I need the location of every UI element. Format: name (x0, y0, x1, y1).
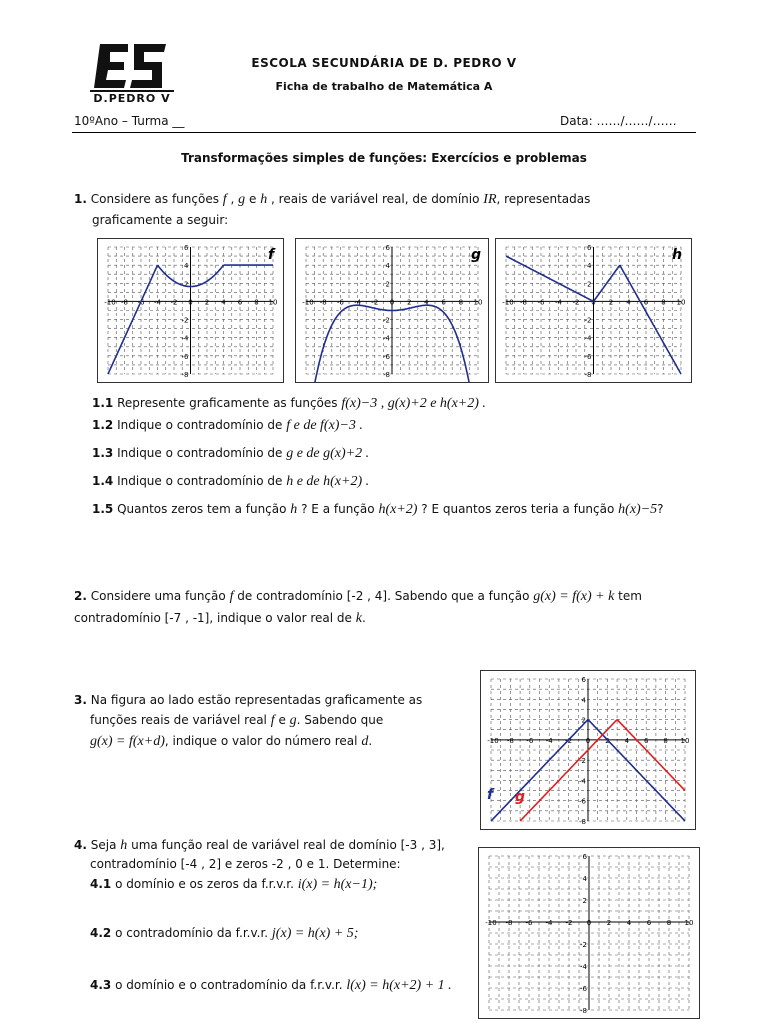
item-math: i(x) = h(x−1); (297, 877, 378, 892)
x-tick-label: 8 (666, 919, 672, 927)
x-tick-label: 0 (188, 298, 193, 307)
x-tick-label: 4 (221, 298, 226, 307)
q1-domain: IR (483, 192, 497, 207)
q3-g: g (289, 713, 297, 728)
item-number: 4.3 (90, 978, 112, 992)
q4-item-2 (90, 924, 358, 943)
q1-text-b: , reais de variável real, de domínio (271, 192, 480, 206)
q1-e: e (249, 192, 257, 206)
date-field: Data: ……/……/…… (560, 114, 677, 128)
item-math-2: h(x+2) (378, 502, 418, 517)
item-number: 1.3 (92, 446, 114, 460)
q1-f: f (222, 192, 227, 207)
graph-q4 (478, 847, 700, 1019)
y-tick-label: 4 (581, 696, 586, 705)
q2-f: f (229, 589, 234, 604)
logo-text: D.PEDRO V (93, 92, 171, 105)
y-tick-label: -2 (579, 757, 586, 766)
curve-h (506, 256, 594, 301)
item-number: 1.4 (92, 474, 114, 488)
graph-h-label: h (672, 247, 682, 263)
item-text: o contradomínio da f.r.v.r. (115, 926, 269, 940)
q1-text-a: Considere as funções (90, 192, 219, 206)
y-tick-label: -4 (580, 963, 587, 971)
x-tick-label: 0 (389, 298, 395, 307)
graph-h (495, 238, 692, 383)
year-class: 10ºAno – Turma __ (74, 114, 185, 128)
y-tick-label: 2 (581, 716, 586, 725)
y-tick-label: -2 (181, 316, 189, 325)
x-tick-label: -2 (565, 919, 573, 927)
y-tick-label: -6 (584, 352, 592, 361)
item-text: Indique o contradomínio de (117, 446, 283, 460)
graph-q3 (480, 670, 696, 830)
item-math: h e de h(x+2) . (286, 474, 370, 489)
item-text: o domínio e os zeros da f.r.v.r. (115, 877, 294, 891)
graph-g (295, 238, 489, 383)
graph-q4-svg (479, 848, 699, 1018)
q3-d: d (361, 734, 369, 749)
x-tick-label: -6 (137, 298, 145, 307)
item-number: 1.2 (92, 418, 114, 432)
x-tick-label: 6 (646, 919, 652, 927)
y-tick-label: 6 (587, 244, 592, 252)
q4-text (74, 836, 474, 873)
q2-number: 2. (74, 589, 87, 603)
x-tick-label: 10 (268, 298, 278, 307)
y-tick-label: -8 (181, 371, 189, 379)
q1-item-1 (92, 394, 486, 413)
item-math: l(x) = h(x+2) + 1 . (346, 978, 452, 993)
x-tick-label: 6 (643, 298, 649, 307)
x-tick-label: -10 (487, 736, 499, 745)
y-tick-label: -2 (584, 316, 592, 325)
x-tick-label: 2 (406, 298, 412, 307)
q3-line3: , indique o valor do número real (164, 734, 358, 748)
school-logo (90, 40, 174, 106)
graph-f (97, 238, 284, 383)
x-tick-label: 0 (591, 298, 596, 307)
item-math: g e de g(x)+2 . (286, 446, 370, 461)
y-tick-label: -4 (383, 334, 390, 343)
y-tick-label: -6 (181, 352, 189, 361)
graph-f-label: f (268, 247, 275, 263)
x-tick-label: -8 (319, 298, 327, 307)
y-tick-label: -4 (584, 334, 592, 343)
item-math: j(x) = h(x) + 5; (271, 926, 359, 941)
q2-text-b: de contradomínio [-2 , 4]. Sabendo que a função (237, 589, 530, 603)
item-math-3: h(x)−5 (618, 502, 658, 517)
item-text: o domínio e o contradomínio da f.r.v.r. (115, 978, 343, 992)
q2-text-c: tem (618, 589, 642, 603)
x-tick-label: 8 (663, 736, 668, 745)
x-tick-label: 10 (676, 298, 686, 307)
item-text: Indique o contradomínio de (117, 418, 283, 432)
x-tick-label: -8 (121, 298, 128, 307)
x-tick-label: 6 (237, 298, 243, 307)
x-tick-label: -6 (537, 298, 545, 307)
school-name: ESCOLA SECUNDÁRIA DE D. PEDRO V (251, 56, 517, 70)
y-tick-label: -6 (383, 352, 390, 361)
x-tick-label: -8 (505, 919, 513, 927)
q3-line2a: funções reais de variável real (90, 713, 267, 727)
q3-end: . (368, 734, 373, 748)
x-tick-label: -10 (104, 298, 116, 307)
x-tick-label: 2 (608, 298, 614, 307)
y-tick-label: 4 (385, 262, 390, 271)
item-math: h (290, 502, 298, 517)
x-tick-label: -2 (371, 298, 379, 307)
x-tick-label: 6 (441, 298, 446, 307)
q3-line-2 (74, 710, 459, 731)
graph-h-svg (496, 239, 691, 382)
q1-item-2 (92, 416, 363, 435)
x-tick-label: -6 (525, 919, 533, 927)
y-tick-label: 4 (582, 875, 587, 883)
x-tick-label: 8 (661, 298, 666, 307)
y-tick-label: 6 (582, 853, 587, 861)
q3-line-1 (74, 690, 459, 710)
y-tick-label: 2 (385, 280, 390, 289)
y-tick-label: -8 (383, 371, 390, 379)
x-tick-label: -8 (506, 736, 514, 745)
q2-text (74, 587, 696, 606)
q4-text-b: uma função real de variável real de domínio [-3 , 3], (131, 838, 445, 852)
y-tick-label: 2 (587, 280, 592, 289)
x-tick-label: 10 (684, 919, 694, 927)
item-text-4: ? (657, 502, 664, 516)
graph-g-svg (296, 239, 488, 382)
x-tick-label: -8 (520, 298, 527, 307)
q1-h: h (260, 192, 268, 207)
q4-line-2: contradomínio [-4 , 2] e zeros -2 , 0 e 1. Determine: (90, 857, 401, 871)
x-tick-label: -10 (302, 298, 314, 307)
graph-q3-g-label: g (515, 789, 526, 805)
q3-line-3 (74, 731, 459, 752)
y-tick-label: 2 (582, 897, 587, 905)
y-tick-label: -2 (383, 316, 390, 325)
item-text: Indique o contradomínio de (117, 474, 283, 488)
x-tick-label: 6 (643, 736, 649, 745)
x-tick-label: -2 (565, 736, 573, 745)
x-tick-label: -4 (545, 736, 553, 745)
q1-number: 1. (74, 192, 87, 206)
x-tick-label: 10 (473, 298, 483, 307)
q1-item-3 (92, 444, 369, 463)
x-tick-label: 2 (606, 919, 612, 927)
item-number: 4.2 (90, 926, 112, 940)
x-tick-label: 2 (605, 736, 610, 745)
y-tick-label: -8 (580, 1007, 587, 1015)
q4-text-a: Seja (90, 838, 117, 852)
q4-line-1 (74, 836, 474, 855)
q2-text-line2 (74, 609, 696, 628)
item-text-3: ? E quantos zeros teria a função (421, 502, 615, 516)
x-tick-label: -2 (572, 298, 580, 307)
q1-text (74, 190, 696, 209)
y-tick-label: 2 (184, 280, 189, 289)
y-tick-label: -6 (580, 985, 587, 993)
q3-text (74, 690, 459, 752)
x-tick-label: 10 (680, 736, 690, 745)
graph-q3-svg (481, 671, 695, 829)
x-tick-label: -6 (526, 736, 534, 745)
x-tick-label: -10 (485, 919, 497, 927)
q4-item-3 (90, 976, 452, 995)
item-number: 1.5 (92, 502, 114, 516)
x-tick-label: 0 (585, 736, 591, 745)
x-tick-label: -4 (154, 298, 161, 307)
q2-text-d: contradomínio [-7 , -1], indique o valor real de (74, 611, 352, 625)
q3-line1-text: Na figura ao lado estão representadas graficamente as (90, 693, 423, 707)
x-tick-label: 8 (254, 298, 259, 307)
q3-line2b: . Sabendo que (296, 713, 384, 727)
y-tick-label: -8 (579, 818, 586, 826)
q4-number: 4. (74, 838, 87, 852)
x-tick-label: 0 (586, 919, 592, 927)
item-math: f e de f(x)−3 . (286, 418, 363, 433)
graph-g-label: g (471, 247, 482, 263)
header-divider (72, 132, 696, 133)
x-tick-label: -2 (170, 298, 178, 307)
q1-item-4 (92, 472, 369, 491)
graph-f-svg (98, 239, 283, 382)
x-tick-label: -4 (545, 919, 553, 927)
y-tick-label: -8 (584, 371, 592, 379)
y-tick-label: -6 (579, 797, 586, 806)
y-tick-label: 6 (385, 244, 390, 252)
y-tick-label: 4 (184, 262, 189, 271)
item-text-2: ? E a função (301, 502, 375, 516)
x-tick-label: 4 (626, 919, 632, 927)
item-number: 4.1 (90, 877, 112, 891)
q1-comma: , (230, 192, 235, 206)
q3-equation: g(x) = f(x+d) (90, 734, 165, 749)
sheet-title: Ficha de trabalho de Matemática A (275, 80, 493, 93)
x-tick-label: 8 (458, 298, 464, 307)
x-tick-label: 2 (204, 298, 210, 307)
x-tick-label: 4 (624, 736, 630, 745)
q1-g: g (238, 192, 246, 207)
y-tick-label: 4 (587, 262, 592, 271)
q1-text-line2: graficamente a seguir: (92, 213, 229, 227)
item-text: Represente graficamente as funções (117, 396, 338, 410)
page-title: Transformações simples de funções: Exercícios e problemas (181, 151, 587, 165)
q3-e: e (278, 713, 286, 727)
q2-k: k (355, 611, 362, 626)
q1-text-c: , representadas (496, 192, 591, 206)
q4-h: h (120, 838, 128, 853)
q1-item-5 (92, 500, 664, 519)
x-tick-label: 4 (424, 298, 429, 307)
q3-f: f (270, 713, 275, 728)
x-tick-label: -6 (336, 298, 344, 307)
x-tick-label: -10 (502, 298, 514, 307)
x-tick-label: -4 (555, 298, 562, 307)
y-tick-label: 6 (581, 676, 586, 684)
item-number: 1.1 (92, 396, 114, 410)
x-tick-label: -4 (354, 298, 362, 307)
y-tick-label: -2 (580, 941, 587, 949)
item-text: Quantos zeros tem a função (117, 502, 287, 516)
q2-end: . (361, 611, 366, 625)
y-tick-label: -4 (579, 777, 586, 786)
q3-number: 3. (74, 693, 87, 707)
q4-item-1 (90, 875, 377, 894)
q2-equation: g(x) = f(x) + k (533, 589, 615, 604)
y-tick-label: -4 (181, 334, 189, 343)
y-tick-label: 6 (184, 244, 189, 252)
q2-text-a: Considere uma função (90, 589, 226, 603)
x-tick-label: 4 (626, 298, 631, 307)
graph-q3-f-label: f (487, 787, 494, 803)
item-math: f(x)−3 , g(x)+2 e h(x+2) . (341, 396, 486, 411)
